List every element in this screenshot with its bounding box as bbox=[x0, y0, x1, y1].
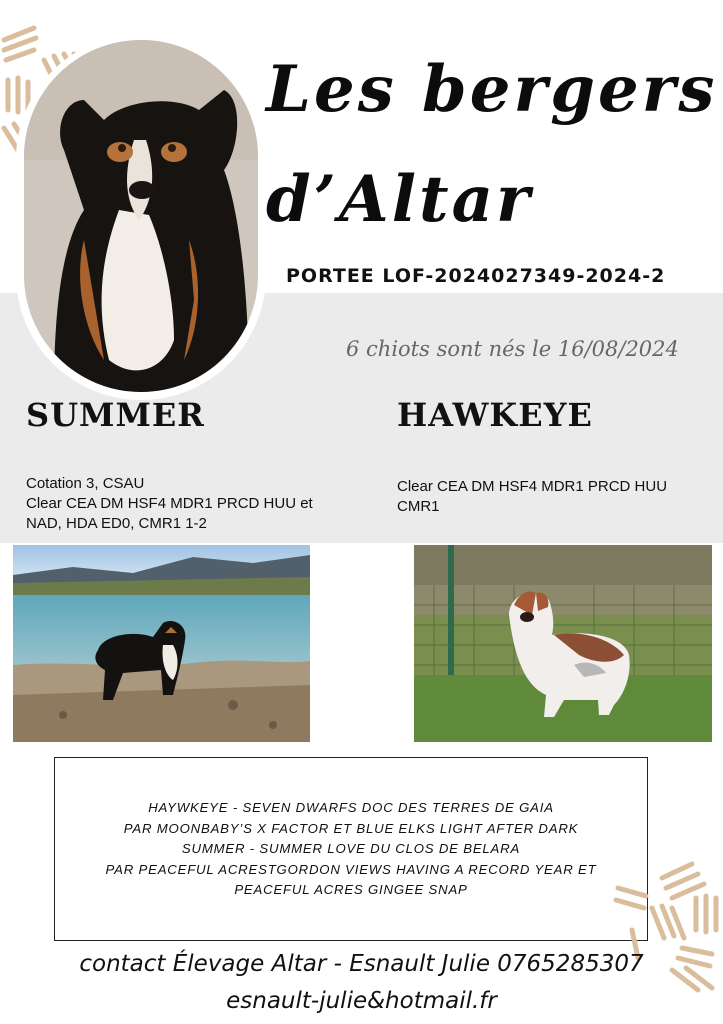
page-title-line-1: Les bergers bbox=[266, 52, 718, 127]
summer-info-line: Clear CEA DM HSF4 MDR1 PRCD HUU et bbox=[26, 495, 313, 512]
hawkeye-info-line: Clear CEA DM HSF4 MDR1 PRCD HUU bbox=[397, 478, 668, 495]
pedigree-line: PAR PEACEFUL ACRESTGORDON VIEWS HAVING A RECORD YEAR ET bbox=[105, 861, 597, 877]
summer-info-line: Cotation 3, CSAU bbox=[26, 475, 145, 492]
hawkeye-photo bbox=[414, 545, 712, 742]
summer-info-line: NAD, HDA ED0, CMR1 1-2 bbox=[26, 515, 207, 532]
summer-health-info bbox=[26, 474, 366, 534]
pedigree-line: HAYWKEYE - SEVEN DWARFS DOC DES TERRES DE GAIA bbox=[148, 800, 554, 815]
decorative-brush-strokes bbox=[612, 858, 723, 998]
birth-announcement: 6 chiots sont nés le 16/08/2024 bbox=[346, 337, 679, 361]
pedigree-line: PAR MOONBABY’S X FACTOR ET BLUE ELKS LIGHT AFTER DARK bbox=[123, 820, 579, 836]
hawkeye-heading: HAWKEYE bbox=[397, 396, 593, 434]
page-title-line-2: d’Altar bbox=[266, 162, 533, 237]
dog-portrait-photo bbox=[24, 40, 258, 392]
litter-registration: PORTEE LOF-2024027349-2024-2 bbox=[286, 265, 666, 287]
summer-photo bbox=[13, 545, 310, 742]
pedigree-line: PEACEFUL ACRES GINGEE SNAP bbox=[234, 882, 468, 897]
summer-heading: SUMMER bbox=[26, 396, 205, 434]
contact-email[interactable]: esnault-julie&hotmail.fr bbox=[226, 988, 497, 1014]
pedigree-box bbox=[54, 757, 648, 941]
hawkeye-health-info bbox=[397, 477, 721, 517]
contact-line: contact Élevage Altar - Esnault Julie 0765285307 bbox=[79, 951, 644, 977]
pedigree-line: SUMMER - SUMMER LOVE DU CLOS DE BELARA bbox=[181, 841, 521, 856]
hawkeye-info-line: CMR1 bbox=[397, 498, 440, 515]
